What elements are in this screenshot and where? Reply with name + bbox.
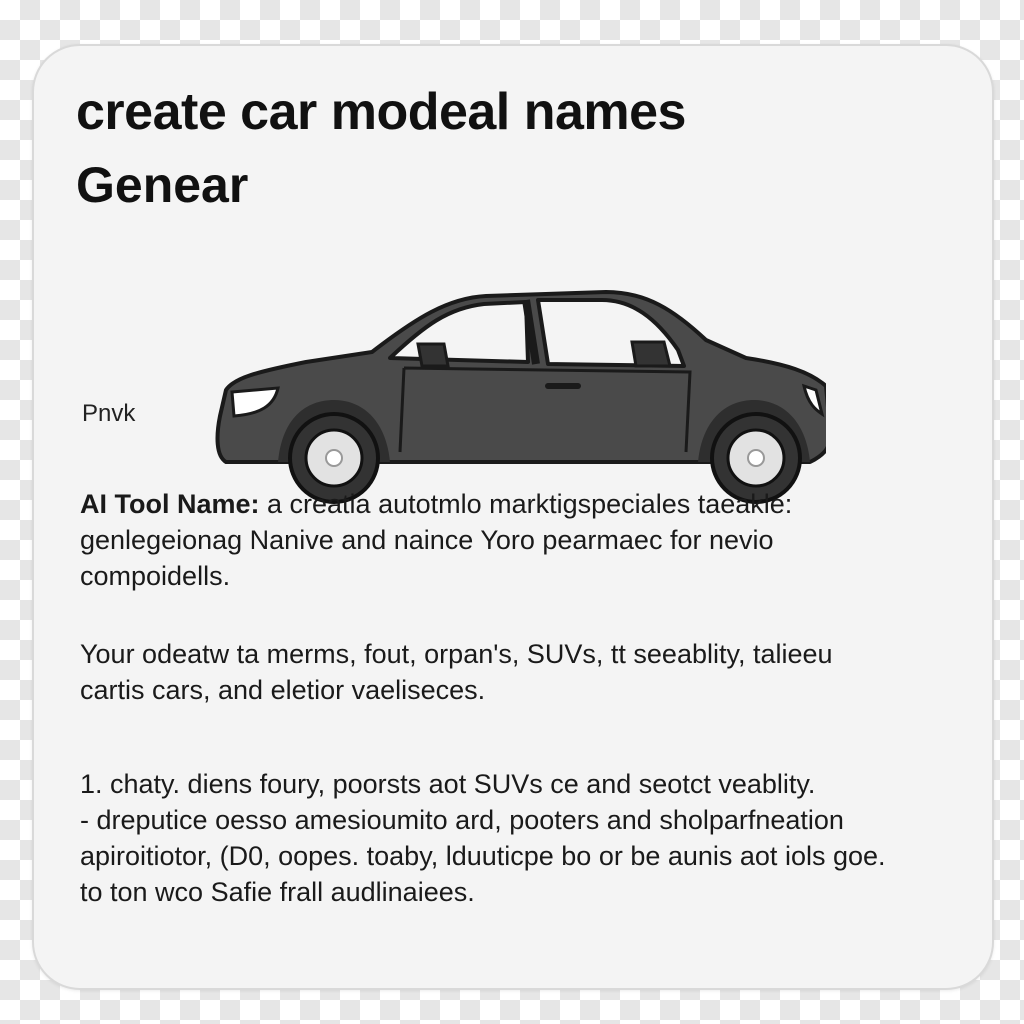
steps-line-1: 1. chaty. diens foury, poorsts aot SUVs ce and seotct veablity. bbox=[80, 769, 816, 799]
side-label: Pnvk bbox=[82, 400, 136, 427]
rear-mirror bbox=[418, 344, 448, 366]
front-wheel-hub bbox=[748, 450, 764, 466]
steps-line-3: apiroitiotor, (D0, oopes. toaby, lduuticpe bo or be aunis aot iols goe. bbox=[80, 841, 886, 871]
intro-paragraph bbox=[80, 486, 900, 594]
page-title: create car modeal names bbox=[76, 83, 686, 141]
intro-line-2: genlegeionag Nanive and naince Yoro pearmaec for nevio bbox=[80, 525, 774, 555]
page-subtitle: Genear bbox=[76, 157, 249, 213]
steps-line-4: to ton wco Safie frall audlinaiees. bbox=[80, 877, 475, 907]
front-mirror bbox=[632, 342, 670, 366]
intro-line-3: compoidells. bbox=[80, 561, 231, 591]
intro-line-1 bbox=[80, 486, 900, 522]
intro-line-1-text: a creatia autotmlo marktigspeciales taeakle: bbox=[259, 489, 793, 519]
tool-name-label: AI Tool Name: bbox=[80, 489, 260, 519]
description-line-1: Your odeatw ta merms, fout, orpan's, SUVs, tt seeablity, talieeu bbox=[80, 639, 833, 669]
description-paragraph bbox=[80, 636, 900, 708]
steps-line-2: - dreputice oesso amesioumito ard, pooters and sholparfneation bbox=[80, 805, 844, 835]
rear-wheel-hub bbox=[326, 450, 342, 466]
description-line-2: cartis cars, and eletior vaeliseces. bbox=[80, 675, 486, 705]
steps-paragraph bbox=[80, 766, 900, 910]
sedan-car-icon bbox=[186, 240, 826, 520]
